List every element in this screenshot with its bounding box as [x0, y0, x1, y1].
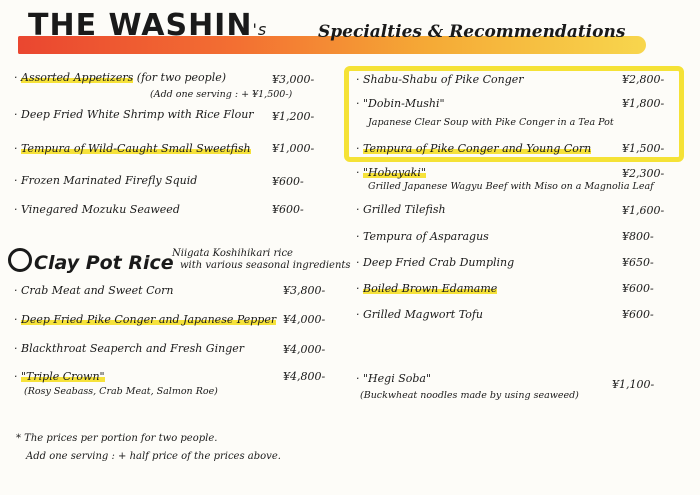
menu-item-price: ¥600- [272, 203, 304, 216]
clay-pot-heading [8, 248, 174, 274]
menu-item-price: ¥600- [272, 175, 304, 188]
menu-item-price: ¥1,200- [272, 110, 315, 123]
menu-item-name: Deep Fried White Shrimp with Rice Flour [21, 108, 254, 121]
menu-item: · "Dobin-Mushi" [356, 97, 445, 110]
menu-item-price: ¥600- [622, 282, 654, 295]
menu-item-name: Grilled Tilefish [363, 203, 446, 216]
menu-item-name: "Hobayaki" [363, 166, 426, 179]
menu-item: · Grilled Magwort Tofu [356, 308, 483, 321]
menu-item: · Assorted Appetizers (for two people) [14, 71, 227, 84]
menu-item-name: "Dobin-Mushi" [363, 97, 445, 110]
menu-item: · Shabu-Shabu of Pike Conger [356, 73, 524, 86]
menu-title [28, 8, 267, 43]
menu-title-suffix: 's [252, 20, 268, 39]
menu-item-price: ¥600- [622, 308, 654, 321]
menu-item: · Vinegared Mozuku Seaweed [14, 203, 180, 216]
menu-item: · Grilled Tilefish [356, 203, 446, 216]
menu-item-name: Boiled Brown Edamame [363, 282, 498, 295]
menu-item-name: Tempura of Pike Conger and Young Corn [363, 142, 592, 155]
menu-item: · Frozen Marinated Firefly Squid [14, 174, 198, 187]
menu-item-sub: (Rosy Seabass, Crab Meat, Salmon Roe) [24, 386, 218, 397]
menu-item-name: Grilled Magwort Tofu [363, 308, 483, 321]
menu-item-extra: (for two people) [136, 71, 227, 84]
menu-item-sub: (Add one serving : + ¥1,500-) [150, 89, 293, 100]
menu-item-price: ¥1,600- [622, 204, 665, 217]
menu-item: · Tempura of Wild-Caught Small Sweetfish [14, 142, 251, 155]
menu-item-name: Vinegared Mozuku Seaweed [21, 203, 180, 216]
menu-item-sub: Japanese Clear Soup with Pike Conger in a Tea Pot [368, 117, 614, 128]
clay-pot-icon [8, 248, 32, 272]
menu-item: · Crab Meat and Sweet Corn [14, 284, 174, 297]
menu-item-name: "Hegi Soba" [363, 372, 432, 385]
menu-item: · Deep Fried Pike Conger and Japanese Pepper [14, 313, 277, 326]
footnote-line-1: * The prices per portion for two people. [16, 433, 218, 444]
menu-item: · Blackthroat Seaperch and Fresh Ginger [14, 342, 245, 355]
menu-item: · Deep Fried Crab Dumpling [356, 256, 515, 269]
footnote-line-2: Add one serving : + half price of the prices above. [26, 451, 281, 462]
menu-item-sub: Grilled Japanese Wagyu Beef with Miso on a Magnolia Leaf [368, 181, 654, 192]
menu-item: · Tempura of Asparagus [356, 230, 489, 243]
menu-item-price: ¥3,800- [283, 284, 326, 297]
menu-item-price: ¥4,000- [283, 313, 326, 326]
menu-item: · "Triple Crown" [14, 370, 105, 383]
menu-item-name: Tempura of Wild-Caught Small Sweetfish [21, 142, 251, 155]
menu-item-sub: (Buckwheat noodles made by using seaweed) [360, 390, 579, 401]
clay-pot-note-2: with various seasonal ingredients [180, 260, 351, 271]
menu-item-price: ¥4,800- [283, 370, 326, 383]
menu-item: · Tempura of Pike Conger and Young Corn [356, 142, 592, 155]
menu-item-name: Blackthroat Seaperch and Fresh Ginger [21, 342, 245, 355]
menu-item-price: ¥650- [622, 256, 654, 269]
menu-item: · "Hobayaki" [356, 166, 426, 179]
menu-item: · Deep Fried White Shrimp with Rice Flour [14, 108, 254, 121]
menu-item-price: ¥2,300- [622, 167, 665, 180]
menu-item-name: Frozen Marinated Firefly Squid [21, 174, 198, 187]
menu-item-name: Deep Fried Pike Conger and Japanese Pepper [21, 313, 277, 326]
menu-item-price: ¥1,800- [622, 97, 665, 110]
menu-item-price: ¥1,100- [612, 378, 655, 391]
menu-item-price: ¥3,000- [272, 73, 315, 86]
menu-item-name: Assorted Appetizers [21, 71, 134, 84]
menu-item-name: Crab Meat and Sweet Corn [21, 284, 174, 297]
menu-item-name: Tempura of Asparagus [363, 230, 489, 243]
menu-item-name: Deep Fried Crab Dumpling [363, 256, 515, 269]
menu-item-price: ¥4,000- [283, 343, 326, 356]
menu-subtitle: Specialties & Recommendations [318, 22, 626, 42]
clay-pot-note-1: Niigata Koshihikari rice [172, 248, 293, 259]
menu-item-price: ¥1,000- [272, 142, 315, 155]
clay-pot-title: Clay Pot Rice [34, 252, 174, 274]
menu-item-price: ¥2,800- [622, 73, 665, 86]
menu-item-price: ¥800- [622, 230, 654, 243]
menu-item: · Boiled Brown Edamame [356, 282, 498, 295]
menu-item: · "Hegi Soba" [356, 372, 432, 385]
menu-title-text: THE WASHIN [28, 8, 253, 43]
menu-item-price: ¥1,500- [622, 142, 665, 155]
menu-item-name: "Triple Crown" [21, 370, 105, 383]
menu-item-name: Shabu-Shabu of Pike Conger [363, 73, 524, 86]
